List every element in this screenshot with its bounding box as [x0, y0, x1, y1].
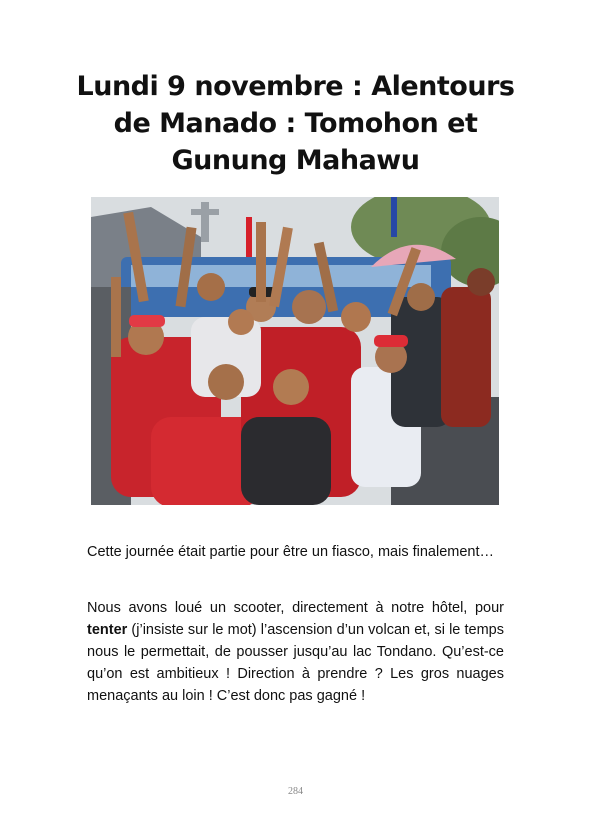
page-number: 284	[288, 786, 303, 797]
body-paragraph	[87, 597, 504, 707]
body-text-rest: (j’insiste sur le mot) l’ascension d’un volcan et, si le temps nous le permettait, de pousser jusqu’au lac Tondano. Qu’est-ce qu’on est ambitieux ! Direction à prendre ? Les gros nuages menaçants au loin ! C’est donc pas gagné !	[87, 622, 504, 704]
body-text-start: Nous avons loué un scooter, directement à notre hôtel, pour	[87, 600, 504, 616]
emphasis-word: tenter	[87, 622, 128, 638]
page-title: Lundi 9 novembre : Alentours de Manado : Tomohon et Gunung Mahawu	[76, 71, 515, 176]
intro-paragraph: Cette journée était partie pour être un fiasco, mais finalement…	[87, 544, 495, 560]
crowd-photo	[91, 197, 499, 505]
